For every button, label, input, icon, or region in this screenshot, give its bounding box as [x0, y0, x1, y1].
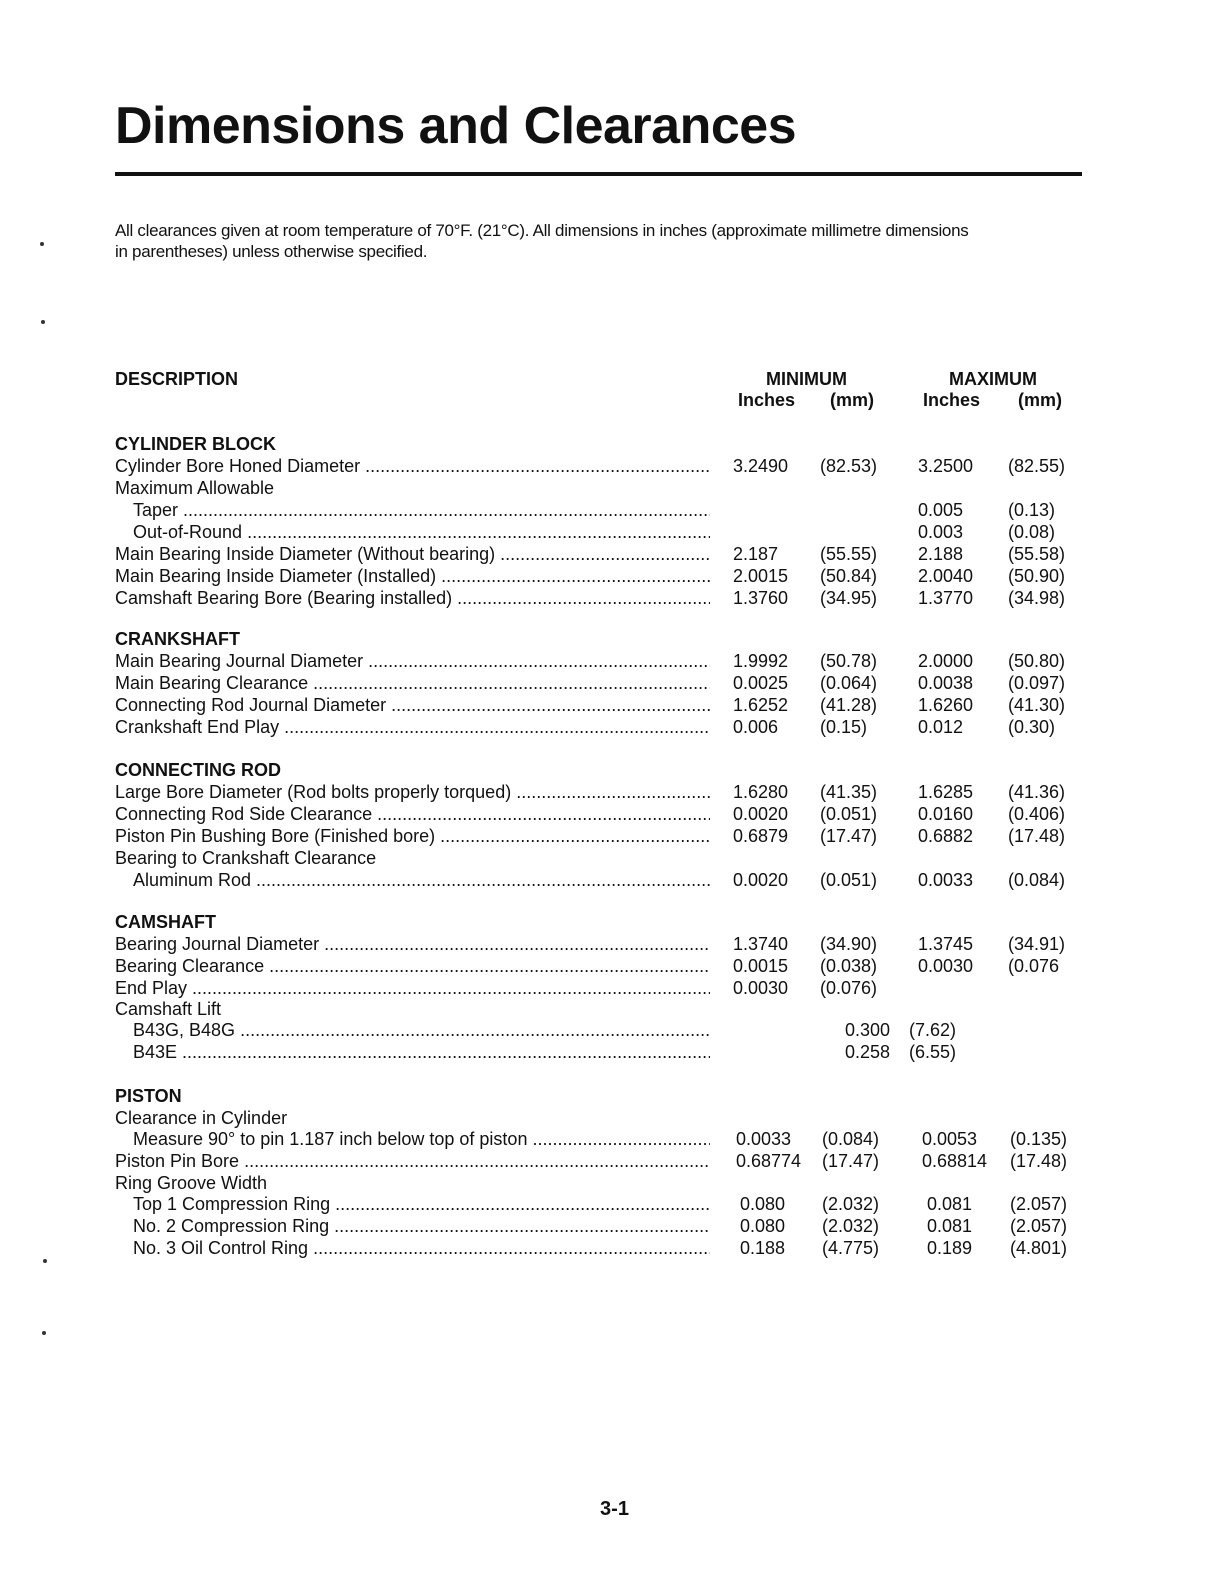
row-label: Maximum Allowable — [115, 478, 275, 498]
column-header-min-inches: Inches — [738, 390, 796, 410]
row-label: Bearing to Crankshaft Clearance — [115, 848, 377, 868]
max-mm: (4.801) — [1010, 1238, 1068, 1258]
max-mm: (17.48) — [1010, 1151, 1068, 1171]
min-mm: (50.78) — [820, 651, 878, 671]
max-mm: (41.36) — [1008, 782, 1066, 802]
margin-mark — [40, 242, 44, 246]
min-mm: (4.775) — [822, 1238, 880, 1258]
table-row — [115, 716, 1075, 738]
title-rule — [115, 172, 1082, 176]
max-mm: (0.084) — [1008, 870, 1066, 890]
table-row — [115, 1237, 1075, 1259]
table-row — [115, 869, 1075, 891]
min-inches: 0.0020 — [733, 870, 789, 890]
row-label: Piston Pin Bushing Bore (Finished bore) ..... — [115, 825, 710, 847]
max-inches: 0.0038 — [918, 673, 974, 693]
min-mm: (0.038) — [820, 956, 878, 976]
min-mm: (0.084) — [822, 1129, 880, 1149]
min-inches: 0.68774 — [736, 1151, 802, 1171]
min-inches: 2.187 — [733, 544, 779, 564]
row-label: End Play ..... — [115, 977, 710, 999]
section-title-connecting-rod: CONNECTING ROD — [115, 760, 281, 780]
table-row — [115, 1107, 1075, 1129]
row-label: Connecting Rod Side Clearance ..... — [115, 803, 710, 825]
margin-mark — [42, 1331, 46, 1335]
min-mm: (50.84) — [820, 566, 878, 586]
table-row — [115, 521, 1075, 543]
column-header-minimum: MINIMUM — [766, 369, 847, 389]
min-inches: 3.2490 — [733, 456, 789, 476]
column-header-min-mm: (mm) — [830, 390, 874, 410]
row-label: Large Bore Diameter (Rod bolts properly torqued) ..... — [115, 781, 710, 803]
max-inches: 2.188 — [918, 544, 964, 564]
min-mm: (17.47) — [820, 826, 878, 846]
max-mm: (0.135) — [1010, 1129, 1068, 1149]
section-title-piston: PISTON — [115, 1086, 182, 1106]
table-row — [115, 694, 1075, 716]
row-label: Top 1 Compression Ring ..... — [133, 1193, 710, 1215]
min-inches: 0.080 — [740, 1216, 786, 1236]
section-title-cylinder-block: CYLINDER BLOCK — [115, 434, 276, 454]
min-mm: (0.051) — [820, 870, 878, 890]
lift-mm: (6.55) — [909, 1042, 957, 1062]
table-row — [115, 803, 1075, 825]
min-inches: 1.6252 — [733, 695, 789, 715]
row-label: B43G, B48G ..... — [133, 1019, 710, 1041]
max-mm: (0.076 — [1008, 956, 1060, 976]
row-label: Main Bearing Inside Diameter (Installed) ..... — [115, 565, 710, 587]
page-number: 3-1 — [600, 1498, 629, 1520]
table-row — [115, 455, 1075, 477]
column-header-description: DESCRIPTION — [115, 369, 239, 389]
min-inches: 0.6879 — [733, 826, 789, 846]
min-mm: (2.032) — [822, 1216, 880, 1236]
min-inches: 1.3740 — [733, 934, 789, 954]
section-title-crankshaft: CRANKSHAFT — [115, 629, 240, 649]
row-label: B43E ..... — [133, 1041, 710, 1063]
max-mm: (0.13) — [1008, 500, 1056, 520]
max-mm: (0.097) — [1008, 673, 1066, 693]
row-label: Camshaft Lift — [115, 999, 222, 1019]
max-mm: (55.58) — [1008, 544, 1066, 564]
min-mm: (0.15) — [820, 717, 868, 737]
table-row — [115, 933, 1075, 955]
min-inches: 0.080 — [740, 1194, 786, 1214]
max-mm: (41.30) — [1008, 695, 1066, 715]
min-mm: (17.47) — [822, 1151, 880, 1171]
column-header-maximum: MAXIMUM — [949, 369, 1037, 389]
min-mm: (55.55) — [820, 544, 878, 564]
page-title: Dimensions and Clearances — [115, 97, 797, 155]
max-inches: 2.0000 — [918, 651, 974, 671]
table-row — [115, 650, 1075, 672]
min-inches: 0.0033 — [736, 1129, 792, 1149]
max-inches: 2.0040 — [918, 566, 974, 586]
row-label: No. 2 Compression Ring ..... — [133, 1215, 710, 1237]
max-mm: (50.90) — [1008, 566, 1066, 586]
lift-inches: 0.300 — [845, 1020, 891, 1040]
max-inches: 0.189 — [927, 1238, 973, 1258]
min-mm: (0.064) — [820, 673, 878, 693]
row-label: Camshaft Bearing Bore (Bearing installed) ..... — [115, 587, 710, 609]
min-inches: 0.006 — [733, 717, 779, 737]
max-inches: 0.68814 — [922, 1151, 988, 1171]
section-title-camshaft: CAMSHAFT — [115, 912, 216, 932]
max-inches: 1.6260 — [918, 695, 974, 715]
table-row — [115, 1172, 1075, 1194]
row-label: Aluminum Rod ..... — [133, 869, 710, 891]
max-mm: (50.80) — [1008, 651, 1066, 671]
table-row — [115, 672, 1075, 694]
column-header-max-inches: Inches — [923, 390, 981, 410]
row-label: Clearance in Cylinder — [115, 1108, 288, 1128]
row-label: Cylinder Bore Honed Diameter ..... — [115, 455, 710, 477]
min-inches: 0.188 — [740, 1238, 786, 1258]
max-mm: (34.91) — [1008, 934, 1066, 954]
row-label: Bearing Clearance ..... — [115, 955, 710, 977]
max-mm: (0.08) — [1008, 522, 1056, 542]
table-row — [115, 977, 1075, 999]
min-inches: 0.0030 — [733, 978, 789, 998]
max-mm: (34.98) — [1008, 588, 1066, 608]
row-label: Main Bearing Journal Diameter ..... — [115, 650, 710, 672]
min-mm: (0.051) — [820, 804, 878, 824]
max-mm: (0.406) — [1008, 804, 1066, 824]
max-inches: 0.0030 — [918, 956, 974, 976]
lift-inches: 0.258 — [845, 1042, 891, 1062]
max-inches: 0.012 — [918, 717, 964, 737]
table-row — [115, 477, 1075, 499]
table-row — [115, 1193, 1075, 1215]
intro-paragraph — [115, 220, 1090, 262]
max-inches: 0.003 — [918, 522, 964, 542]
min-inches: 1.9992 — [733, 651, 789, 671]
table-row — [115, 565, 1075, 587]
min-mm: (34.95) — [820, 588, 878, 608]
margin-mark — [43, 1259, 47, 1263]
min-mm: (82.53) — [820, 456, 878, 476]
min-inches: 2.0015 — [733, 566, 789, 586]
row-label: Main Bearing Clearance ..... — [115, 672, 710, 694]
table-row — [115, 825, 1075, 847]
max-mm: (17.48) — [1008, 826, 1066, 846]
intro-line-2: in parentheses) unless otherwise specified. — [115, 242, 428, 261]
min-inches: 1.6280 — [733, 782, 789, 802]
row-label: Measure 90° to pin 1.187 inch below top of piston ..... — [133, 1128, 710, 1150]
intro-line-1: All clearances given at room temperature of 70°F. (21°C). All dimensions in inches (approximate millimetre dimensions — [115, 221, 969, 240]
max-inches: 3.2500 — [918, 456, 974, 476]
table-row — [115, 1019, 1075, 1041]
max-mm: (0.30) — [1008, 717, 1056, 737]
max-inches: 0.081 — [927, 1216, 973, 1236]
max-inches: 0.6882 — [918, 826, 974, 846]
table-row — [115, 1150, 1075, 1172]
max-inches: 0.081 — [927, 1194, 973, 1214]
max-inches: 0.005 — [918, 500, 964, 520]
max-mm: (2.057) — [1010, 1194, 1068, 1214]
table-row — [115, 543, 1075, 565]
table-row — [115, 499, 1075, 521]
margin-mark — [41, 320, 45, 324]
row-label: Ring Groove Width — [115, 1173, 268, 1193]
table-row — [115, 587, 1075, 609]
max-mm: (82.55) — [1008, 456, 1066, 476]
row-label: Main Bearing Inside Diameter (Without bearing) ..... — [115, 543, 710, 565]
max-inches: 0.0053 — [922, 1129, 978, 1149]
min-mm: (0.076) — [820, 978, 878, 998]
min-inches: 0.0015 — [733, 956, 789, 976]
max-inches: 0.0033 — [918, 870, 974, 890]
row-label: Piston Pin Bore ..... — [115, 1150, 710, 1172]
table-row — [115, 847, 1075, 869]
row-label: Connecting Rod Journal Diameter ..... — [115, 694, 710, 716]
table-row — [115, 1128, 1075, 1150]
lift-mm: (7.62) — [909, 1020, 957, 1040]
table-row — [115, 1041, 1075, 1063]
min-inches: 0.0020 — [733, 804, 789, 824]
row-label: Bearing Journal Diameter ..... — [115, 933, 710, 955]
min-mm: (41.28) — [820, 695, 878, 715]
min-mm: (41.35) — [820, 782, 878, 802]
max-inches: 1.3745 — [918, 934, 974, 954]
max-inches: 1.6285 — [918, 782, 974, 802]
max-mm: (2.057) — [1010, 1216, 1068, 1236]
table-row — [115, 781, 1075, 803]
max-inches: 0.0160 — [918, 804, 974, 824]
min-inches: 0.0025 — [733, 673, 789, 693]
column-header-max-mm: (mm) — [1018, 390, 1062, 410]
table-row — [115, 1215, 1075, 1237]
min-mm: (34.90) — [820, 934, 878, 954]
table-row — [115, 998, 1075, 1020]
row-label: No. 3 Oil Control Ring ..... — [133, 1237, 710, 1259]
min-mm: (2.032) — [822, 1194, 880, 1214]
row-label: Taper ..... — [133, 499, 710, 521]
table-row — [115, 955, 1075, 977]
max-inches: 1.3770 — [918, 588, 974, 608]
min-inches: 1.3760 — [733, 588, 789, 608]
row-label: Out-of-Round ..... — [133, 521, 710, 543]
row-label: Crankshaft End Play ..... — [115, 716, 710, 738]
